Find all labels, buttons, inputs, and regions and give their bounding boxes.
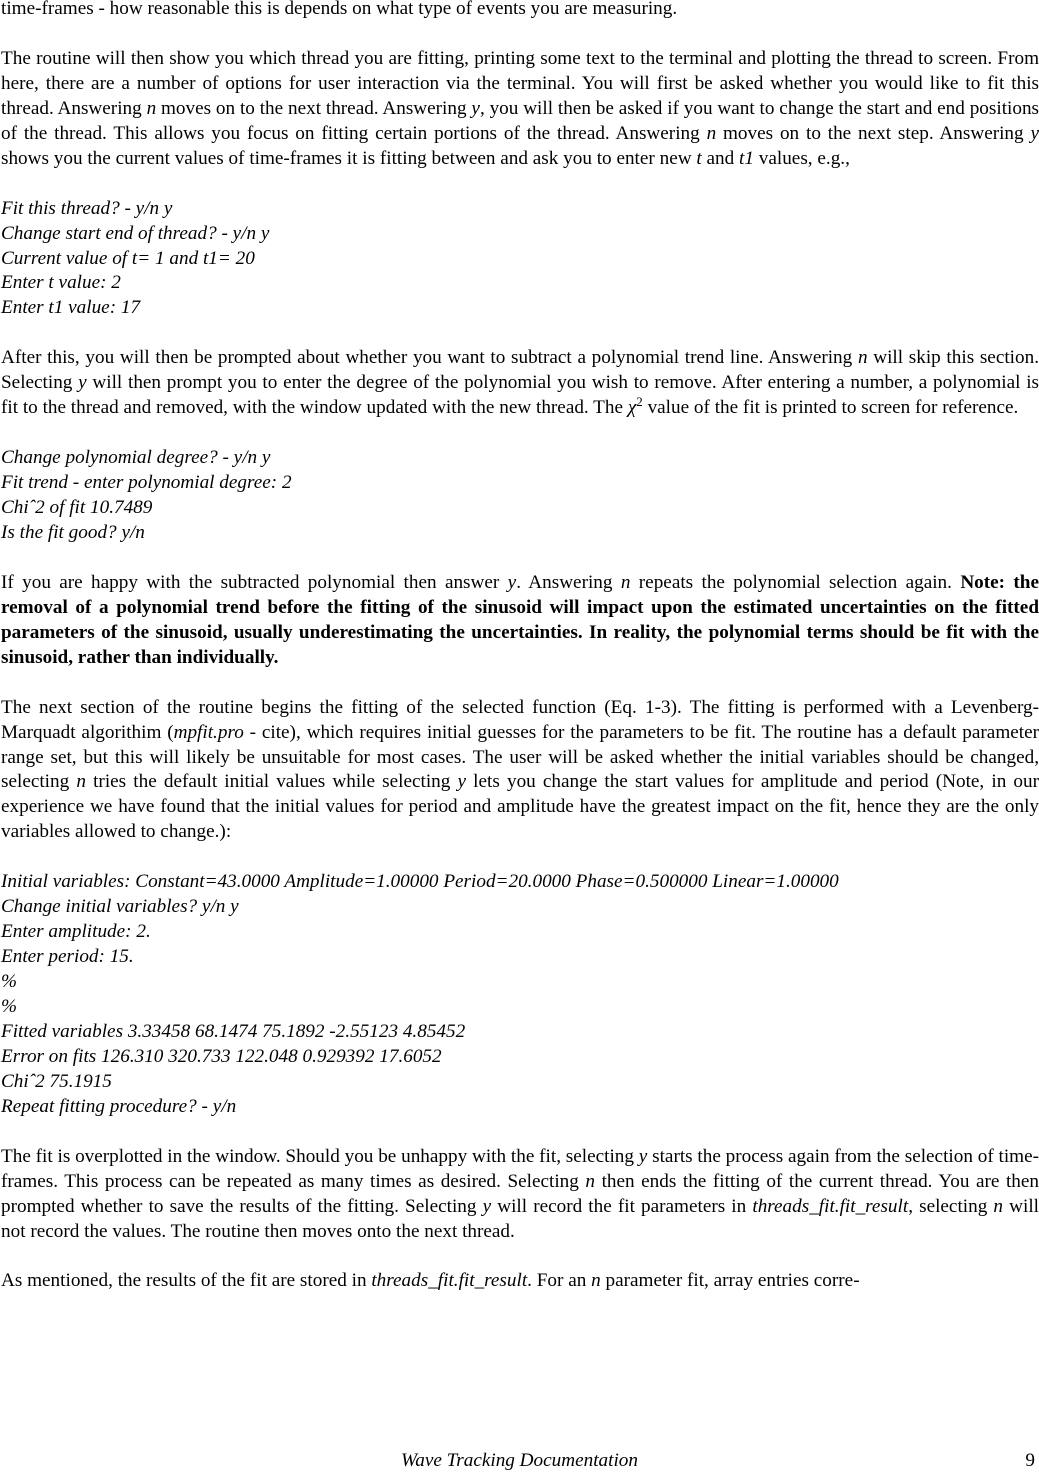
- terminal-line: Enter t1 value: 17: [1, 297, 141, 319]
- terminal-line: Change initial variables? y/n y: [1, 896, 239, 918]
- terminal-line: Chiˆ2 of fit 10.7489: [1, 497, 153, 518]
- terminal-line: Fitted variables 3.33458 68.1474 75.1892 -2.55123 4.85452: [1, 1020, 466, 1042]
- terminal-line: Fit this thread? - y/n y: [1, 197, 173, 219]
- body-text: [1, 0, 1039, 1294]
- terminal-line: Enter amplitude: 2.: [1, 921, 151, 943]
- page-number: 9: [1025, 1450, 1035, 1471]
- terminal-line: Change start end of thread? - y/n y: [1, 222, 270, 244]
- paragraph-results: As mentioned, the results of the fit are stored in threads_fit.fit_result. For an n parameter fit, array entries corre-: [1, 1270, 860, 1292]
- bold-note: Note: the removal of a polynomial trend before the fitting of the sinusoid will impact upon the estimated uncertainties on the fitted parameters of the sinusoid, usually underestimating the uncertainties. In reality, the polynomial terms should be fit with the sinusoid, rather than individually.: [1, 571, 1039, 668]
- terminal-line: Repeat fitting procedure? - y/n: [1, 1095, 237, 1117]
- footer-title: Wave Tracking Documentation: [401, 1450, 638, 1471]
- terminal-line: %: [1, 996, 17, 1018]
- terminal-line: Is the fit good? y/n: [1, 521, 145, 543]
- terminal-line: Chiˆ2 75.1915: [1, 1070, 112, 1092]
- paragraph-polynomial: After this, you will then be prompted about whether you want to subtract a polynomial trend line. Answering n will skip this section. Selecting y will then prompt you to enter the degree of the polynomial you wish to remove. After entering a number, a polynomial is fit to the thread and removed, with the window updated with the new thread. The $\chi^2$ value of the fit is printed to screen for reference.: [1, 347, 1039, 419]
- paragraph-overplot: The fit is overplotted in the window. Should you be unhappy with the fit, selecting y starts the process again from the selection of time-frames. This process can be repeated as many times as desired. Selecting n then ends the fitting of the current thread. You are then prompted whether to save the results of the fitting. Selecting y will record the fit parameters in threads_fit.fit_result, selecting n will not record the values. The routine then moves onto the next thread.: [1, 1145, 1039, 1242]
- terminal-line: Error on fits 126.310 320.733 122.048 0.929392 17.6052: [1, 1045, 442, 1067]
- terminal-example-fitting: [1, 870, 1039, 1120]
- terminal-line: Change polynomial degree? - y/n y: [1, 447, 271, 469]
- terminal-line: Current value of t= 1 and t1= 20: [1, 247, 255, 269]
- terminal-line: Enter t value: 2: [1, 272, 121, 294]
- paragraph-thread-selection: The routine will then show you which thread you are fitting, printing some text to the terminal and plotting the thread to screen. From here, there are a number of options for user interaction via the terminal. You will first be asked whether you would like to fit this thread. Answering n moves on to the next thread. Answering y, you will then be asked if you want to change the start and end positions of the thread. This allows you focus on fitting certain portions of the thread. Answering n moves on to the next step. Answering y shows you the current values of time-frames it is fitting between and ask you to enter new t and t1 values, e.g.,: [1, 47, 1039, 169]
- terminal-line: %: [1, 971, 17, 993]
- paragraph-fitting: The next section of the routine begins the fitting of the selected function (Eq. 1-3). The fitting is performed with a Levenberg-Marquadt algorithim (mpfit.pro - cite), which requires initial guesses for the parameters to be fit. The routine has a default parameter range set, but this will likely be unsuitable for most cases. The user will be asked whether the initial variables should be changed, selecting n tries the default initial values while selecting y lets you change the start values for amplitude and period (Note, in our experience we have found that the initial values for period and amplitude have the greatest impact on the fit, hence they are the only variables allowed to change.):: [1, 696, 1039, 843]
- paragraph-intro: time-frames - how reasonable this is depends on what type of events you are measuring.: [1, 0, 678, 19]
- terminal-line: Initial variables: Constant=43.0000 Amplitude=1.00000 Period=20.0000 Phase=0.500000 Linear=1.00000: [1, 871, 839, 893]
- terminal-example-thread: [1, 197, 1039, 322]
- terminal-line: Fit trend - enter polynomial degree: 2: [1, 472, 292, 494]
- paragraph-polynomial-note: If you are happy with the subtracted polynomial then answer y. Answering n repeats the polynomial selection again. Note: the removal of a polynomial trend before the fitting of the sinusoid will impact upon the estimated uncertainties on the fitted parameters of the sinusoid, usually underestimating the uncertainties. In reality, the polynomial terms should be fit with the sinusoid, rather than individually.: [1, 571, 1039, 668]
- terminal-example-polynomial: [1, 446, 1039, 546]
- terminal-line: Enter period: 15.: [1, 946, 134, 968]
